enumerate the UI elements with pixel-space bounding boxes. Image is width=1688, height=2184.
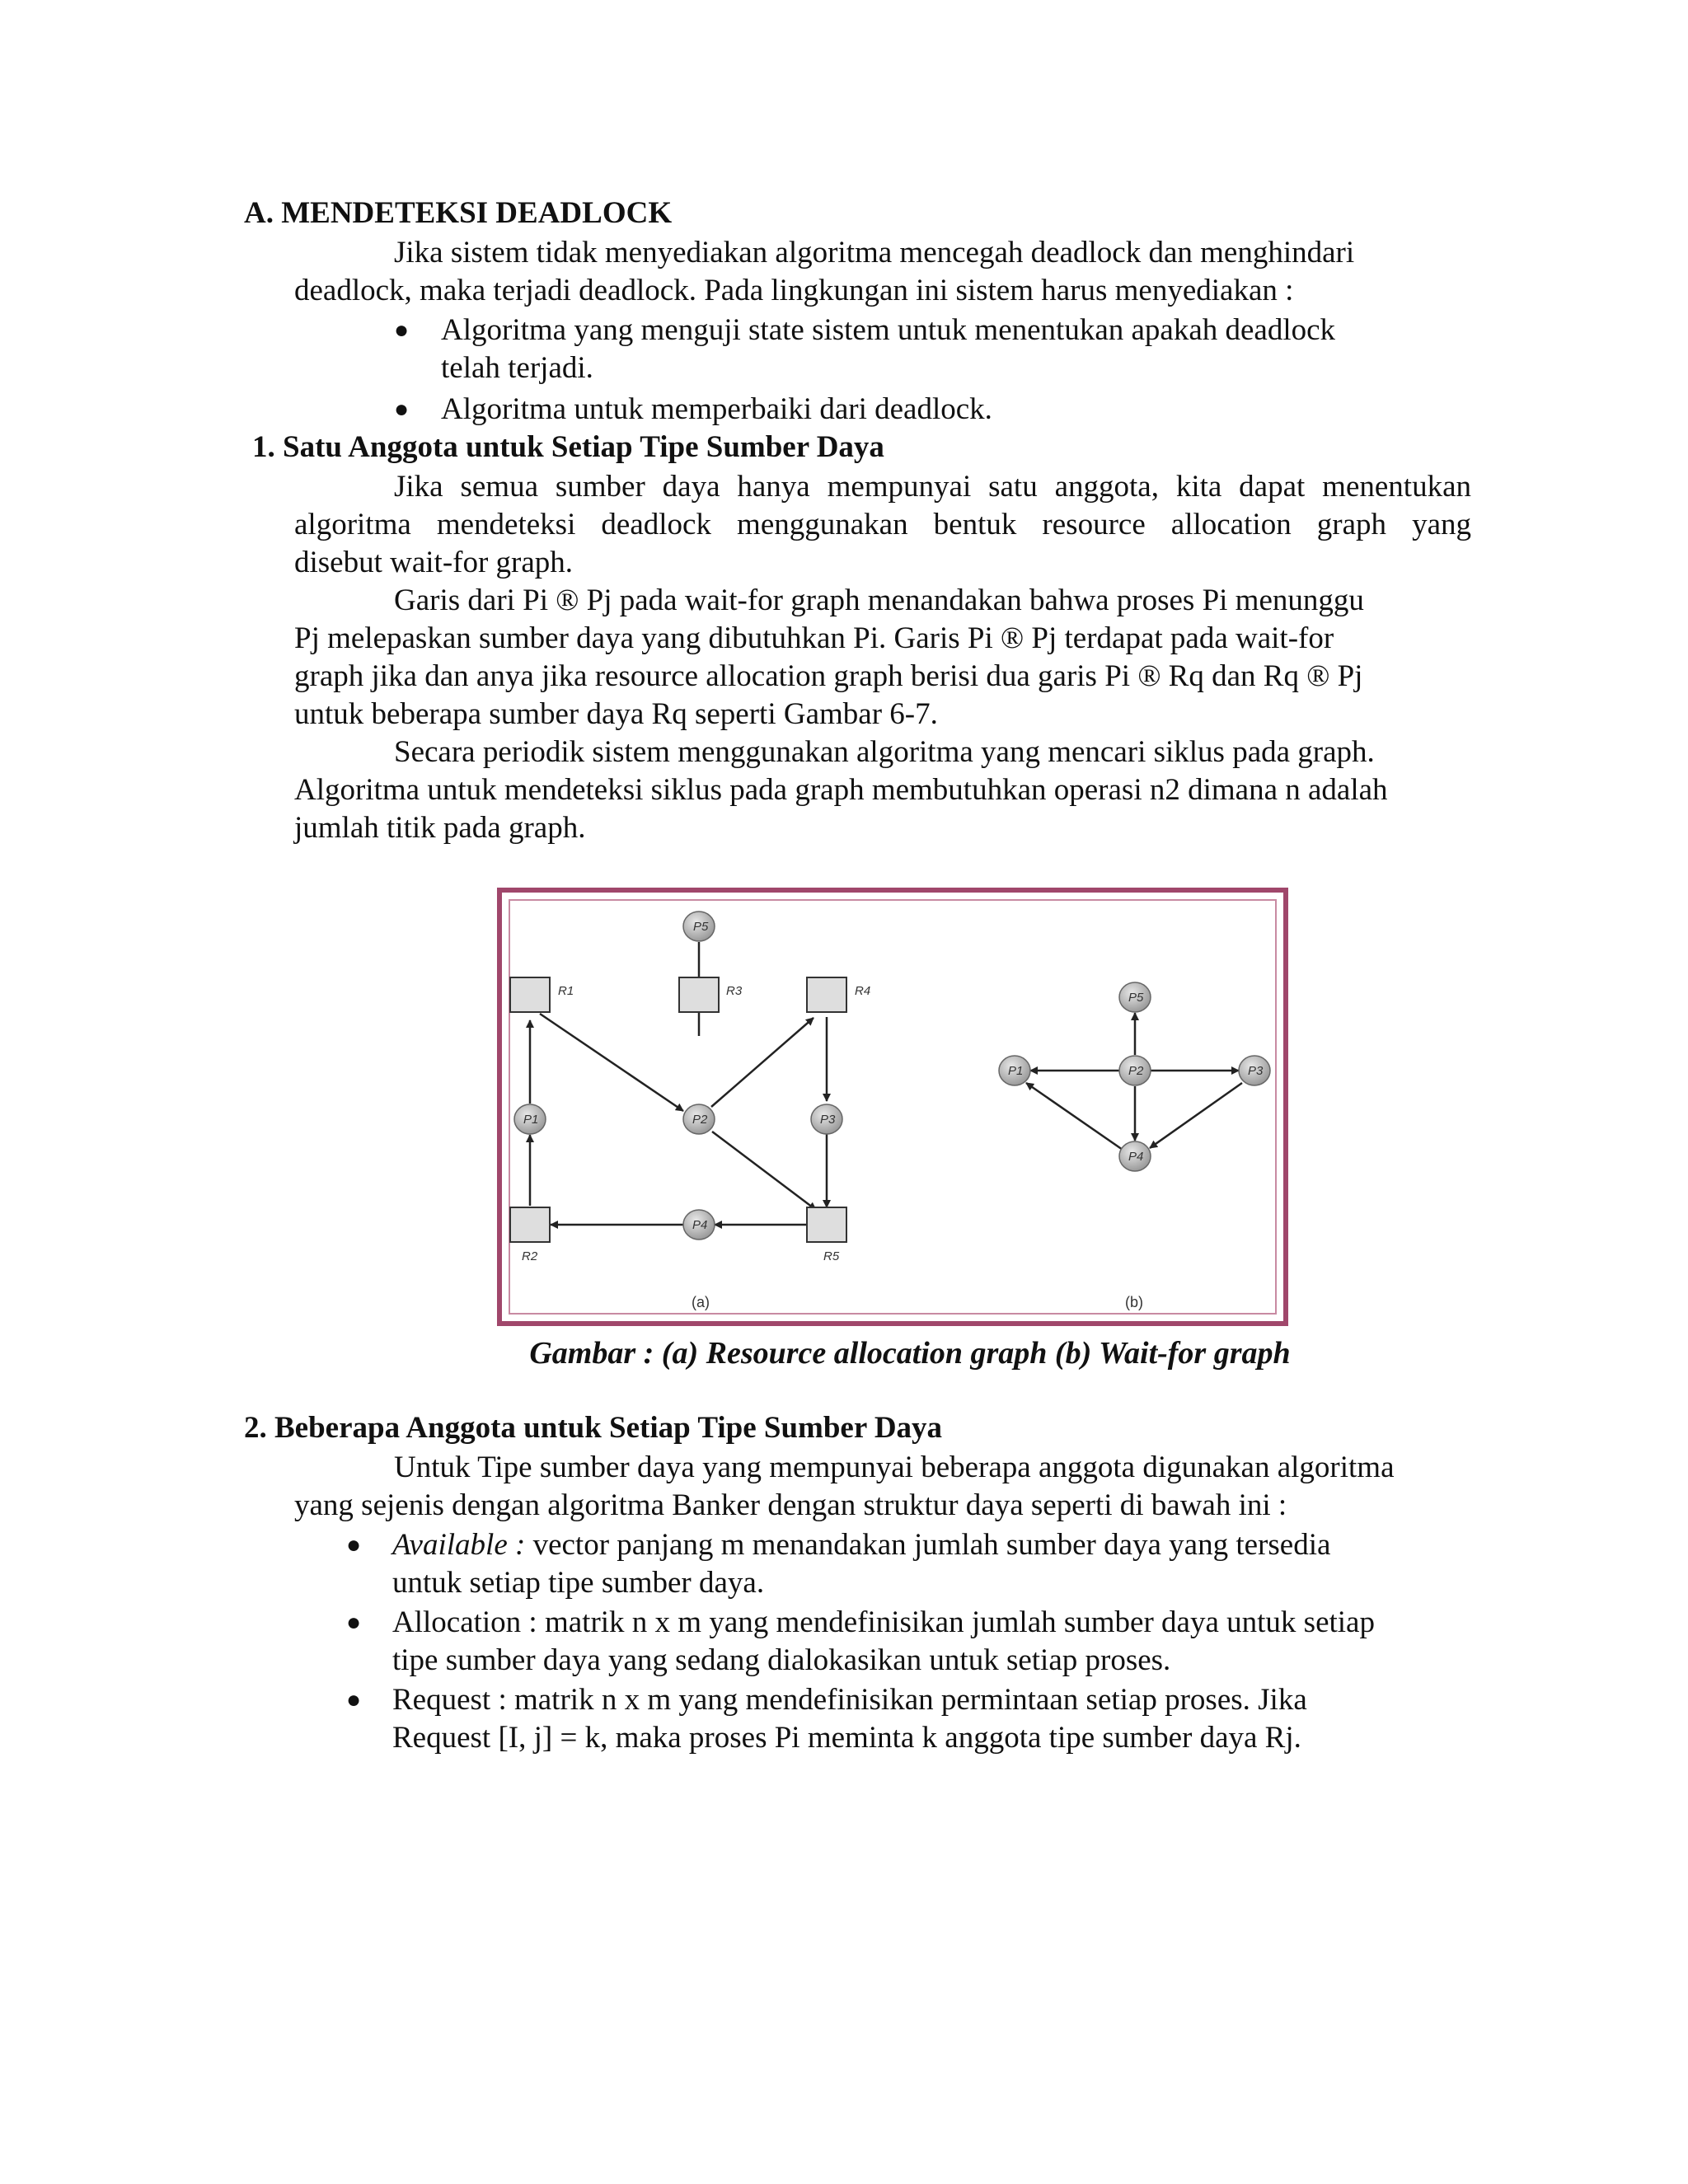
node-label: P1: [523, 1113, 539, 1127]
node-label: P4: [692, 1218, 708, 1232]
node-label: R4: [855, 984, 871, 998]
bullet-icon: ●: [346, 1609, 362, 1636]
section-a-bullet-text: telah terjadi.: [441, 351, 593, 385]
section-a-paragraph-line: deadlock, maka terjadi deadlock. Pada lingkungan ini sistem harus menyediakan :: [294, 274, 1294, 307]
node-label: P3: [820, 1113, 836, 1127]
node-label: P5: [693, 920, 709, 934]
bullet-icon: ●: [394, 396, 410, 423]
resource-r2: [510, 1207, 550, 1242]
section-1-paragraph-line: untuk beberapa sumber daya Rq seperti Gambar 6-7.: [294, 697, 938, 731]
node-label: P3: [1248, 1064, 1264, 1078]
section-1-paragraph-line: disebut wait-for graph.: [294, 546, 574, 579]
edge-p2-r5: [712, 1132, 816, 1210]
subfigure-label: (b): [1125, 1294, 1143, 1310]
subfigure-label: (a): [692, 1294, 710, 1310]
node-label: P2: [1128, 1064, 1144, 1078]
node-label: P5: [1128, 991, 1144, 1005]
section-1-paragraph-line: Garis dari Pi ® Pj pada wait-for graph menandakan bahwa proses Pi menunggu: [394, 583, 1364, 617]
edge-b-p4-p1: [1026, 1083, 1123, 1150]
bullet-icon: ●: [346, 1531, 362, 1558]
section-2-bullet-text: Allocation : matrik n x m yang mendefinisikan jumlah sumber daya untuk setiap: [392, 1605, 1375, 1639]
section-2-bullet-text: tipe sumber daya yang sedang dialokasikan untuk setiap proses.: [392, 1643, 1171, 1677]
edge-b-p3-p4: [1150, 1083, 1242, 1148]
section-1-paragraph-line: Algoritma untuk mendeteksi siklus pada graph membutuhkan operasi n2 dimana n adalah: [294, 773, 1388, 807]
section-2-paragraph-line: yang sejenis dengan algoritma Banker dengan struktur daya seperti di bawah ini :: [294, 1488, 1287, 1522]
node-label: R3: [726, 984, 743, 998]
node-label: R1: [558, 984, 574, 998]
edge-r1-p2: [540, 1014, 683, 1111]
term-available: Available :: [392, 1528, 526, 1562]
section-a-title: A. MENDETEKSI DEADLOCK: [244, 196, 673, 230]
section-1-paragraph-line: Secara periodik sistem menggunakan algoritma yang mencari siklus pada graph.: [394, 735, 1375, 769]
graph-diagram: [502, 893, 1283, 1321]
section-1-paragraph-line: Pj melepaskan sumber daya yang dibutuhkan Pi. Garis Pi ® Pj terdapat pada wait-for: [294, 621, 1334, 655]
node-label: P4: [1128, 1150, 1144, 1164]
node-label: R5: [823, 1249, 840, 1263]
node-label: P2: [692, 1113, 708, 1127]
section-1-paragraph-line: jumlah titik pada graph.: [294, 811, 586, 845]
section-2-title: 2. Beberapa Anggota untuk Setiap Tipe Sumber Daya: [244, 1411, 943, 1445]
resource-r1: [510, 977, 550, 1012]
node-label: P1: [1008, 1064, 1024, 1078]
section-2-bullet-text: Request : matrik n x m yang mendefinisikan permintaan setiap proses. Jika: [392, 1683, 1307, 1717]
section-a-bullet-text: Algoritma untuk memperbaiki dari deadlock.: [441, 392, 992, 426]
bullet-icon: ●: [346, 1686, 362, 1713]
edge-p2-r4: [711, 1018, 814, 1107]
figure-frame: [497, 888, 1288, 1326]
section-1-paragraph-line: Jika semua sumber daya hanya mempunyai satu anggota, kita dapat menentukan: [394, 470, 1471, 504]
bullet-icon: ●: [394, 316, 410, 344]
section-a-paragraph-line: Jika sistem tidak menyediakan algoritma mencegah deadlock dan menghindari: [394, 236, 1355, 269]
section-2-bullet-text: Request [I, j] = k, maka proses Pi meminta k anggota tipe sumber daya Rj.: [392, 1721, 1301, 1755]
resource-r5: [807, 1207, 846, 1242]
bullet-definition: vector panjang m menandakan jumlah sumber daya yang tersedia: [525, 1528, 1331, 1562]
section-1-paragraph-line: graph jika dan anya jika resource allocation graph berisi dua garis Pi ® Rq dan Rq ® Pj: [294, 659, 1363, 693]
section-a-bullet-text: Algoritma yang menguji state sistem untuk menentukan apakah deadlock: [441, 313, 1336, 347]
section-2-paragraph-line: Untuk Tipe sumber daya yang mempunyai beberapa anggota digunakan algoritma: [394, 1451, 1395, 1484]
figure-caption: Gambar : (a) Resource allocation graph (b) Wait-for graph: [529, 1336, 1291, 1371]
section-2-bullet-text: untuk setiap tipe sumber daya.: [392, 1566, 765, 1600]
section-1-title: 1. Satu Anggota untuk Setiap Tipe Sumber Daya: [252, 430, 884, 464]
resource-r3: [679, 977, 719, 1012]
node-label: R2: [522, 1249, 538, 1263]
resource-r4: [807, 977, 846, 1012]
section-1-paragraph-line: algoritma mendeteksi deadlock menggunakan bentuk resource allocation graph yang: [294, 508, 1471, 541]
section-2-bullet-text: [392, 1526, 1330, 1564]
